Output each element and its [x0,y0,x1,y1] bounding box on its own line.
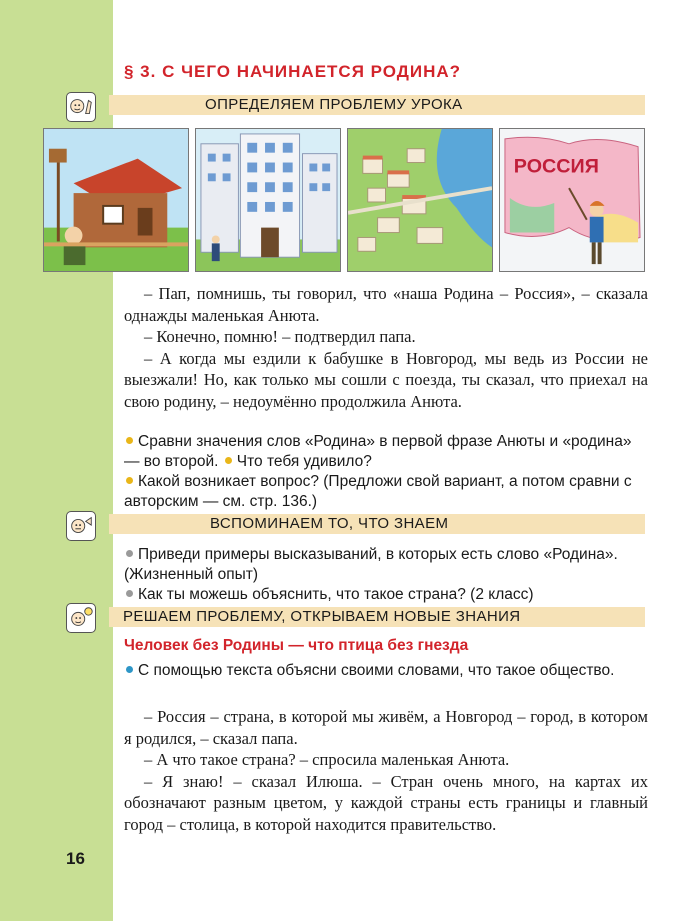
bar-label-remember: ВСПОМИНАЕМ ТО, ЧТО ЗНАЕМ [210,515,449,532]
question-item: Как ты можешь объяснить, что такое страна? (2 класс) [124,585,648,605]
section-title: § 3. С ЧЕГО НАЧИНАЕТСЯ РОДИНА? [124,62,462,81]
section-bar-problem [109,95,645,115]
russia-map-illustration [499,128,645,272]
story-paragraph: – Россия – страна, в которой мы живём, а Новгород – город, в котором я родился, – сказал папа. [124,707,648,748]
question-item: Какой возникает вопрос? (Предложи свой вариант, а потом сравни с авторским — см. стр. 136.) [124,473,632,510]
questions-block-1 [124,432,648,512]
task-block [124,661,648,681]
story-paragraph: – Пап, помнишь, ты говорил, что «наша Родина – Россия», – сказала однажды маленькая Анюта. [124,284,648,325]
village-house-illustration [43,128,189,272]
story-paragraph: – Я знаю! – сказал Илюша. – Стран очень много, на картах их обозначают разным цветом, у каждой страны есть границы и главный город – столица, в которой находится правительство. [124,771,648,834]
gray-bullet-icon [126,590,133,597]
gray-bullet-icon [126,550,133,557]
town-aerial-illustration [347,128,493,272]
remembering-face-icon [66,511,96,541]
questions-block-2 [124,545,648,605]
story-text-2 [124,706,648,835]
proverb-heading: Человек без Родины — что птица без гнезда [124,637,469,654]
map-caption: РОССИЯ [513,155,599,178]
story-paragraph: – Конечно, помню! – подтвердил папа. [144,327,416,346]
yellow-bullet-icon [126,477,133,484]
thinking-face-icon [66,92,96,122]
story-paragraph: – А что такое страна? – спросила маленькая Анюта. [144,750,510,769]
question-item: Приведи примеры высказываний, в которых есть слово «Родина». (Жизненный опыт) [124,546,618,583]
blue-bullet-icon [126,666,133,673]
question-item: Сравни значения слов «Родина» в первой фразе Анюты и «родина» — во второй. Что тебя удивило? [124,433,632,470]
section-bar-remember [109,514,645,534]
bar-label-solve: РЕШАЕМ ПРОБЛЕМУ, ОТКРЫВАЕМ НОВЫЕ ЗНАНИЯ [123,608,521,625]
yellow-bullet-icon [126,437,133,444]
task-item: С помощью текста объясни своими словами, что такое общество. [124,661,648,681]
bar-label-problem: ОПРЕДЕЛЯЕМ ПРОБЛЕМУ УРОКА [205,96,463,113]
yellow-bullet-icon [225,457,232,464]
illustration-strip [43,128,647,272]
apartment-building-illustration [195,128,341,272]
idea-face-icon [66,603,96,633]
section-bar-solve [109,607,645,627]
story-paragraph: – А когда мы ездили к бабушке в Новгород, мы ведь из России не выезжали! Но, как только мы сошли с поезда, ты сказал, что приехал на свою родину, – недоумённо продолжила Анюта. [124,348,648,411]
page-number: 16 [66,849,85,868]
story-text-1 [124,283,648,412]
